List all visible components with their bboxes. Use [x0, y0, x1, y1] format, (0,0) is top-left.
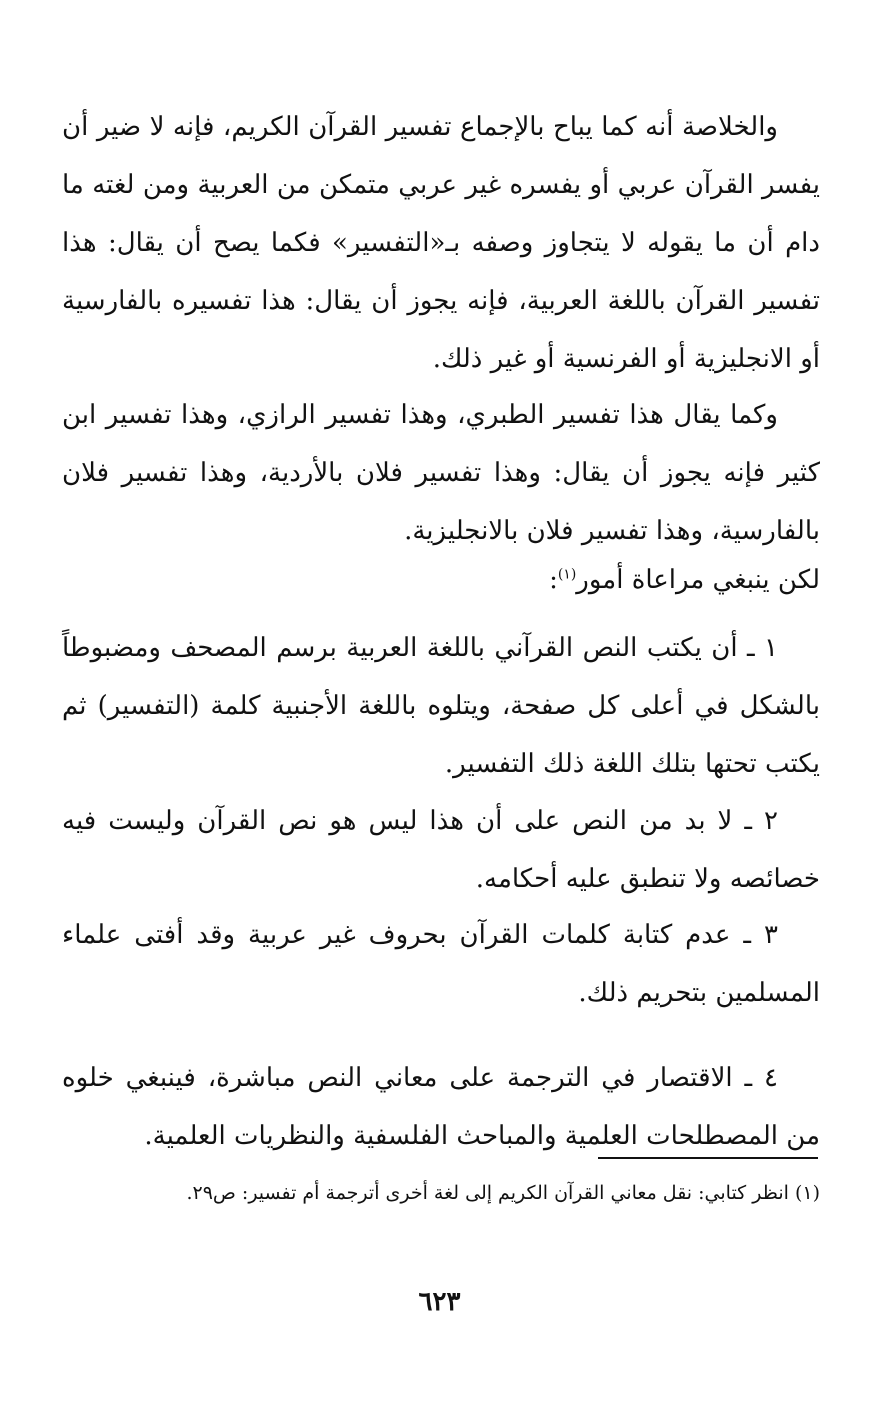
page-number: ٦٢٣ [418, 1287, 461, 1317]
footnote: (١) انظر كتابي: نقل معاني القرآن الكريم إلى لغة أخرى أترجمة أم تفسير: ص٢٩. [186, 1182, 820, 1204]
footnote-reference-mark: (١) [557, 566, 577, 583]
paragraph-conclusion: والخلاصة أنه كما يباح بالإجماع تفسير القرآن الكريم، فإنه لا ضير أن يفسر القرآن عربي أو يفسره غير عربي متمكن من العربية ومن لغته ما دام أن ما يقوله لا يتجاوز وصفه بـ«التفسير» فكما يصح أن يقال: هذا تفسير القرآن باللغة العربية، فإنه يجوز أن يقال: هذا تفسيره بالفارسية أو الانجليزية أو الفرنسية أو غير ذلك. [62, 112, 820, 374]
list-item-4: ٤ ـ الاقتصار في الترجمة على معاني النص مباشرة، فينبغي خلوه من المصطلحات العلمية والمباحث الفلسفية والنظريات العلمية. [62, 1063, 820, 1151]
paragraph-considerations-intro [62, 551, 820, 609]
paragraph-tafsir-examples: وكما يقال هذا تفسير الطبري، وهذا تفسير الرازي، وهذا تفسير ابن كثير فإنه يجوز أن يقال: وهذا تفسير فلان بالأردية، وهذا تفسير فلان بالفارسية، وهذا تفسير فلان بالانجليزية. [62, 400, 820, 546]
list-item-2: ٢ ـ لا بد من النص على أن هذا ليس هو نص القرآن وليست فيه خصائصه ولا تنطبق عليه أحكامه. [62, 806, 820, 894]
list-item-3: ٣ ـ عدم كتابة كلمات القرآن بحروف غير عربية وقد أفتى علماء المسلمين بتحريم ذلك. [62, 920, 820, 1008]
considerations-intro-text: لكن ينبغي مراعاة أمور [576, 565, 820, 595]
list-item-1: ١ ـ أن يكتب النص القرآني باللغة العربية برسم المصحف ومضبوطاً بالشكل في أعلى كل صفحة، ويتلوه باللغة الأجنبية كلمة (التفسير) ثم يكتب تحتها بتلك اللغة ذلك التفسير. [62, 633, 820, 779]
considerations-intro-colon: : [549, 565, 558, 595]
footnote-separator-rule [598, 1157, 818, 1159]
